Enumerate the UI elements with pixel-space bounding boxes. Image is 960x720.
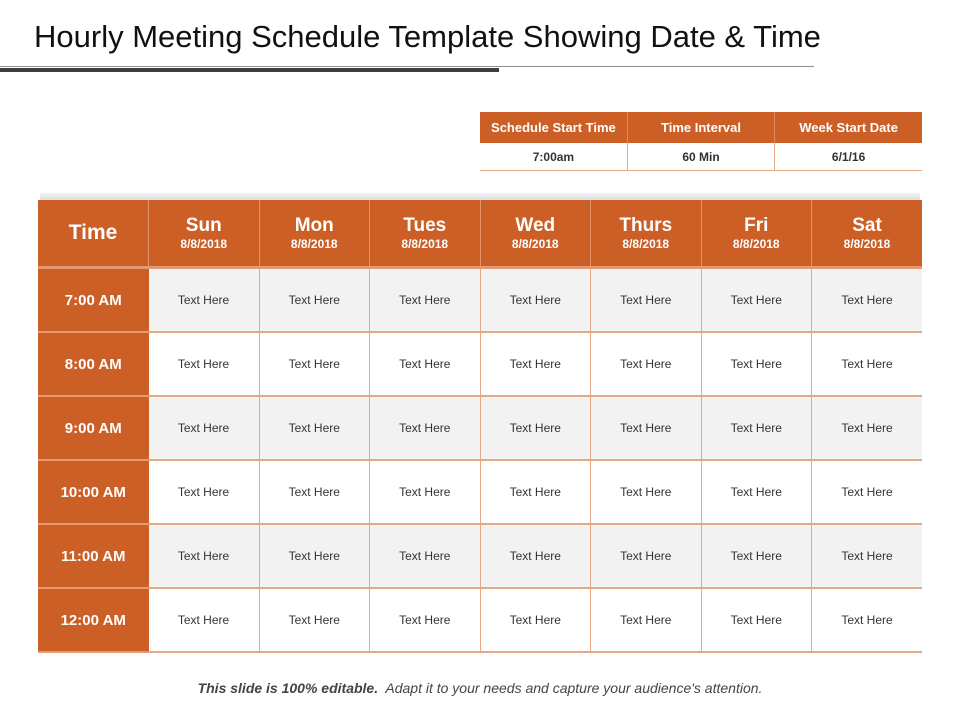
- schedule-cell[interactable]: Text Here: [149, 460, 260, 524]
- footer-text: Adapt it to your needs and capture your audience's attention.: [385, 680, 763, 696]
- schedule-cell[interactable]: Text Here: [480, 588, 591, 652]
- schedule-settings-table: [480, 112, 922, 171]
- schedule-cell[interactable]: Text Here: [259, 268, 370, 333]
- page-title: Hourly Meeting Schedule Template Showing Date & Time: [34, 19, 821, 54]
- schedule-cell[interactable]: Text Here: [701, 332, 812, 396]
- time-slot-label: 12:00 AM: [38, 588, 149, 652]
- schedule-row-9am: [38, 396, 922, 460]
- schedule-cell[interactable]: Text Here: [370, 460, 481, 524]
- schedule-cell[interactable]: Text Here: [370, 588, 481, 652]
- time-slot-label: 9:00 AM: [38, 396, 149, 460]
- schedule-cell[interactable]: Text Here: [480, 268, 591, 333]
- schedule-cell[interactable]: Text Here: [812, 460, 923, 524]
- schedule-cell[interactable]: Text Here: [591, 524, 702, 588]
- schedule-cell[interactable]: Text Here: [480, 396, 591, 460]
- time-slot-label: 8:00 AM: [38, 332, 149, 396]
- schedule-header-row: [38, 200, 922, 268]
- day-name: Thurs: [619, 214, 673, 236]
- title-divider-thick: [0, 68, 499, 72]
- schedule-cell[interactable]: Text Here: [701, 268, 812, 333]
- footer-note: [0, 680, 960, 696]
- schedule-row-10am: [38, 460, 922, 524]
- settings-value-interval[interactable]: 60 Min: [627, 143, 774, 171]
- schedule-row-11am: [38, 524, 922, 588]
- settings-value-start-time[interactable]: 7:00am: [480, 143, 627, 171]
- settings-value-week-start[interactable]: 6/1/16: [775, 143, 922, 171]
- schedule-cell[interactable]: Text Here: [701, 524, 812, 588]
- time-slot-label: 7:00 AM: [38, 268, 149, 333]
- time-slot-label: 10:00 AM: [38, 460, 149, 524]
- settings-header-row: [480, 112, 922, 143]
- schedule-cell[interactable]: Text Here: [370, 332, 481, 396]
- day-name: Mon: [294, 214, 334, 236]
- schedule-row-7am: [38, 268, 922, 333]
- schedule-cell[interactable]: Text Here: [149, 588, 260, 652]
- title-divider-thin: [0, 66, 814, 67]
- day-header-sat: [812, 200, 923, 268]
- time-column-header: Time: [38, 200, 149, 268]
- day-name: Fri: [744, 214, 769, 236]
- settings-header-week-start: Week Start Date: [775, 112, 922, 143]
- day-date: 8/8/2018: [511, 236, 559, 251]
- schedule-cell[interactable]: Text Here: [701, 396, 812, 460]
- schedule-cell[interactable]: Text Here: [480, 460, 591, 524]
- schedule-cell[interactable]: Text Here: [149, 396, 260, 460]
- schedule-cell[interactable]: Text Here: [591, 268, 702, 333]
- schedule-cell[interactable]: Text Here: [480, 332, 591, 396]
- schedule-cell[interactable]: Text Here: [812, 524, 923, 588]
- schedule-cell[interactable]: Text Here: [259, 588, 370, 652]
- schedule-cell[interactable]: Text Here: [701, 460, 812, 524]
- schedule-cell[interactable]: Text Here: [149, 524, 260, 588]
- schedule-cell[interactable]: Text Here: [701, 588, 812, 652]
- schedule-cell[interactable]: Text Here: [812, 268, 923, 333]
- day-date: 8/8/2018: [290, 236, 338, 251]
- day-date: 8/8/2018: [401, 236, 449, 251]
- schedule-cell[interactable]: Text Here: [591, 332, 702, 396]
- schedule-cell[interactable]: Text Here: [149, 332, 260, 396]
- weekly-schedule-table: [38, 200, 922, 653]
- day-header-thurs: [591, 200, 702, 268]
- schedule-cell[interactable]: Text Here: [370, 524, 481, 588]
- schedule-cell[interactable]: Text Here: [259, 332, 370, 396]
- schedule-cell[interactable]: Text Here: [370, 396, 481, 460]
- settings-header-start-time: Schedule Start Time: [480, 112, 627, 143]
- day-header-fri: [701, 200, 812, 268]
- schedule-cell[interactable]: Text Here: [480, 524, 591, 588]
- schedule-row-12am: [38, 588, 922, 652]
- schedule-row-8am: [38, 332, 922, 396]
- day-name: Tues: [403, 214, 447, 236]
- schedule-cell[interactable]: Text Here: [591, 588, 702, 652]
- time-slot-label: 11:00 AM: [38, 524, 149, 588]
- day-name: Sat: [852, 214, 882, 236]
- day-header-tues: [370, 200, 481, 268]
- schedule-cell[interactable]: Text Here: [259, 460, 370, 524]
- day-date: 8/8/2018: [843, 236, 891, 251]
- schedule-cell[interactable]: Text Here: [812, 396, 923, 460]
- settings-header-interval: Time Interval: [627, 112, 774, 143]
- day-name: Sun: [185, 214, 222, 236]
- day-header-sun: [149, 200, 260, 268]
- day-header-wed: [480, 200, 591, 268]
- footer-bold-text: This slide is 100% editable.: [197, 680, 379, 696]
- schedule-cell[interactable]: Text Here: [370, 268, 481, 333]
- day-date: 8/8/2018: [180, 236, 228, 251]
- schedule-cell[interactable]: Text Here: [591, 396, 702, 460]
- schedule-cell[interactable]: Text Here: [149, 268, 260, 333]
- schedule-cell[interactable]: Text Here: [591, 460, 702, 524]
- schedule-cell[interactable]: Text Here: [812, 332, 923, 396]
- schedule-cell[interactable]: Text Here: [812, 588, 923, 652]
- day-header-mon: [259, 200, 370, 268]
- day-name: Wed: [515, 214, 556, 236]
- schedule-cell[interactable]: Text Here: [259, 396, 370, 460]
- day-date: 8/8/2018: [732, 236, 780, 251]
- settings-value-row: [480, 143, 922, 171]
- schedule-cell[interactable]: Text Here: [259, 524, 370, 588]
- day-date: 8/8/2018: [622, 236, 670, 251]
